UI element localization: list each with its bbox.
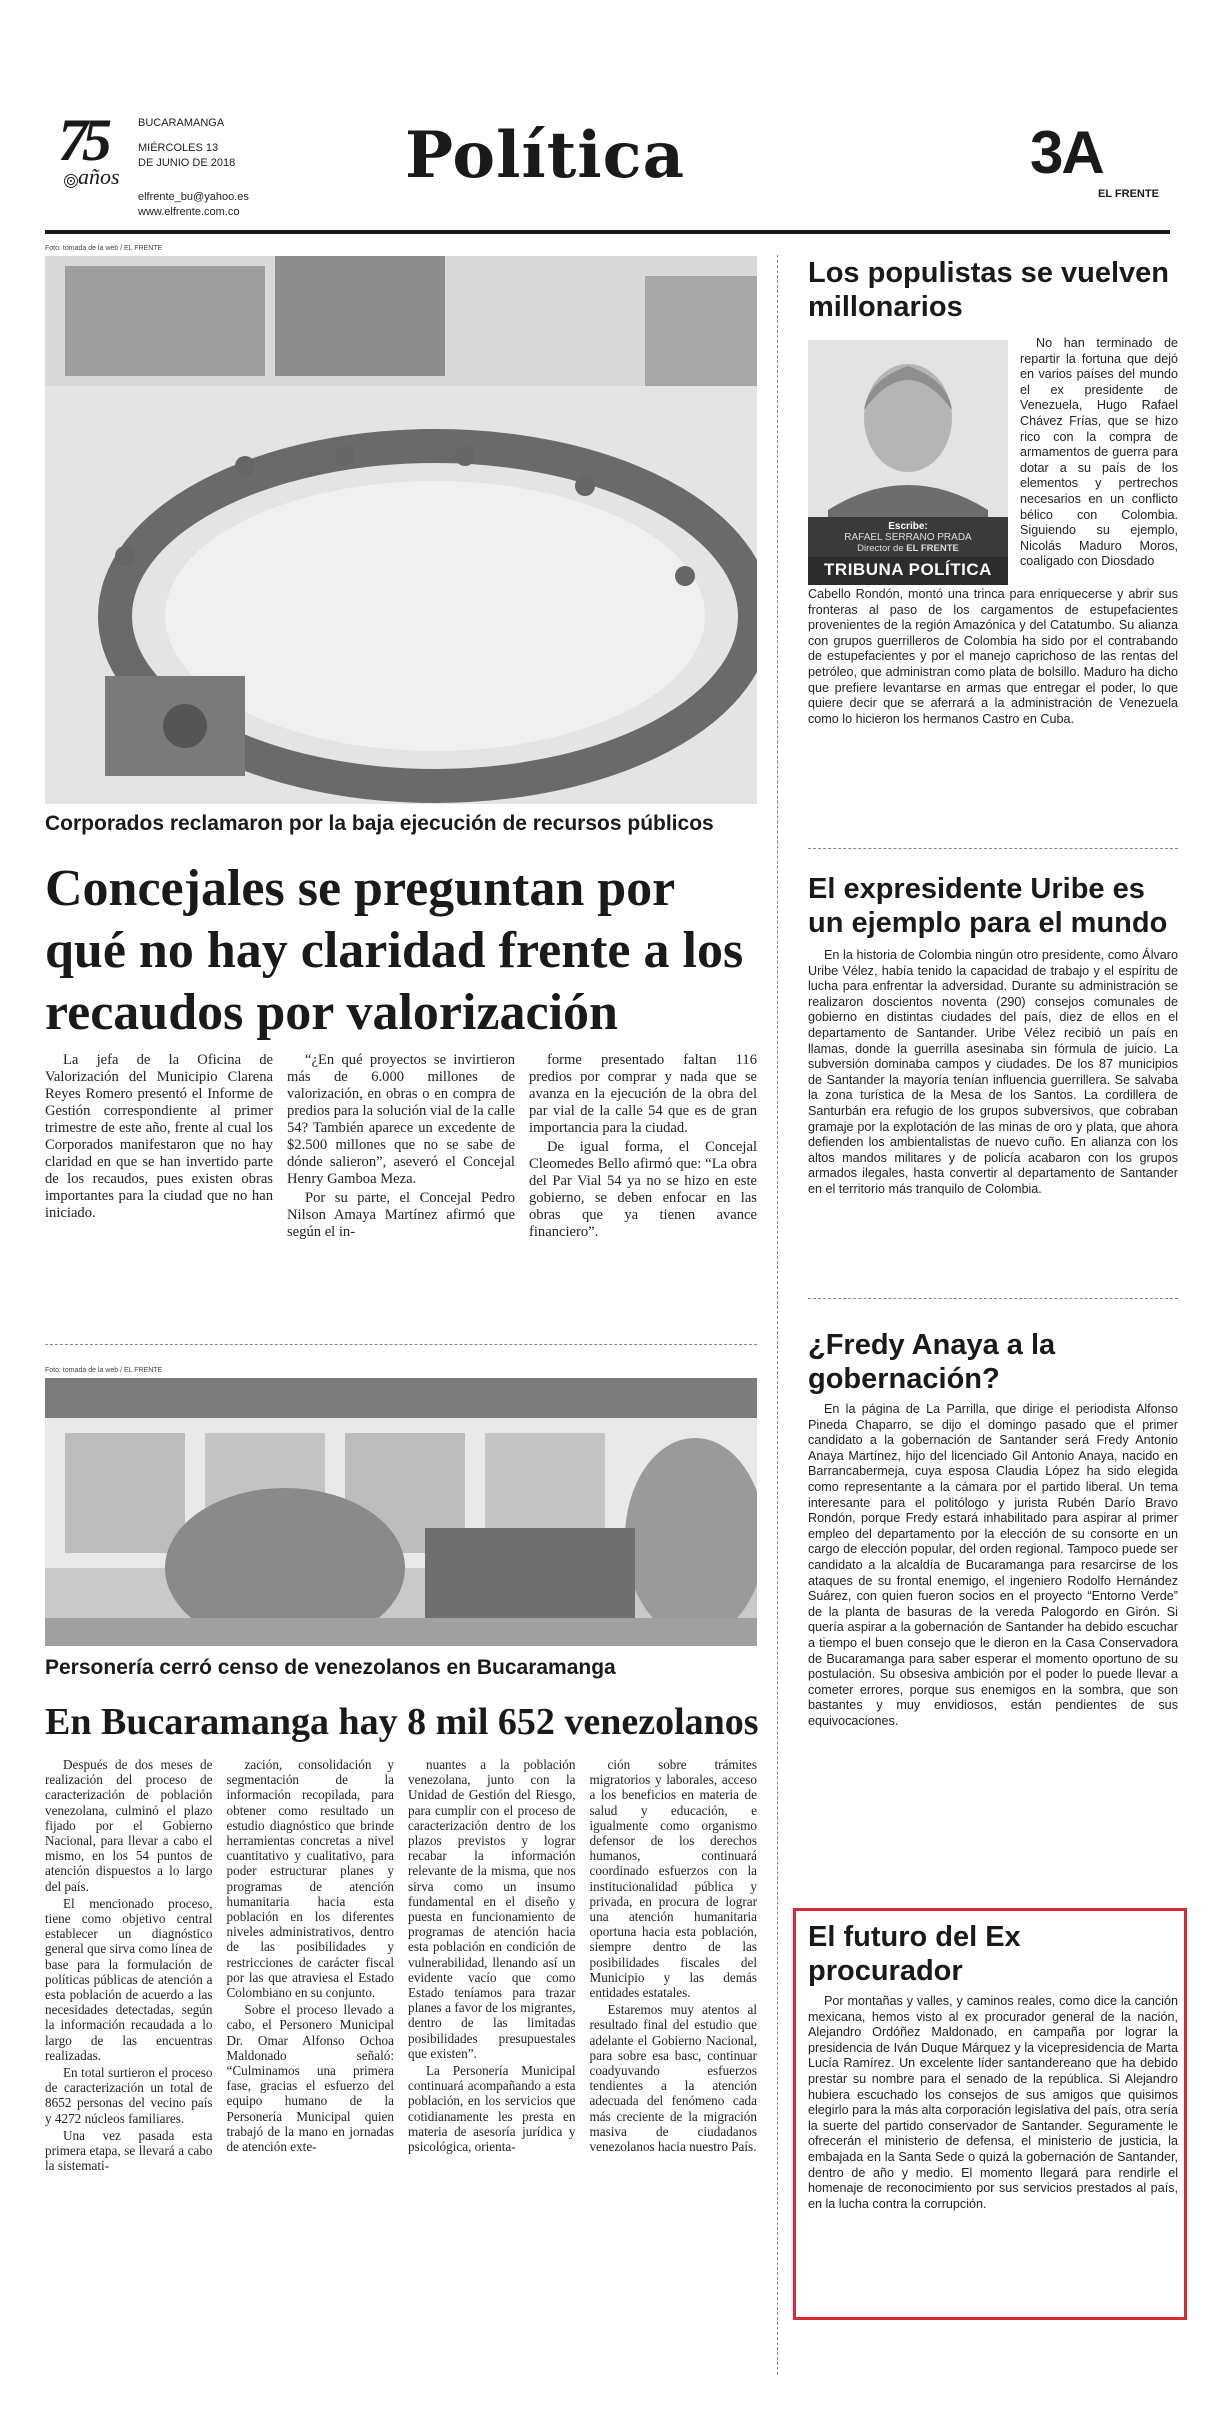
story-divider <box>45 1344 757 1345</box>
edition-info <box>138 116 235 171</box>
story1-headline: Concejales se preguntan por qué no hay claridad frente a los recaudos por valorización <box>45 860 744 1041</box>
paragraph: Cabello Rondón, montó una trinca para enriquecerse y abrir sus fronteras al paso de los cargamentos de estupefacientes provenientes de la región Amazónica y del Catatumbo. Su alianza con grupos guerrilleros de Colombia ha sido por el contrabando de estupefacientes y por el manejo caprichoso de las rentas del petróleo, que administran como plata de bolsillo. Maduro ha dicho que prefiere levantarse en armas que entregar el poder, lo que quiere decir que se aferrará a la administración de Venezuela como lo hicieron los hermanos Castro en Cuba. <box>808 587 1178 726</box>
paragraph: nuantes a la población venezolana, junto con la Unidad de Gestión del Riesgo, para cumplir con el proceso de caracterización dentro de los plazos previstos y lograr recabar la información relevante de la misma, que nos sirva como un insumo fundamental en el diseño y puesta en funcionamiento de programas de atención hacia esta población en condición de vulnerabilidad, llenando así un evidente vacío que como Estado teníamos para trazar planes a favor de los migrantes, dentro de las limitadas posibilidades presupuestales que existen”. <box>408 1757 576 2061</box>
council-session-image <box>45 256 757 804</box>
council-session-photo <box>45 256 757 804</box>
paragraph: zación, consolidación y segmentación de la información recopilada, para obtener como resultado un estudio diagnóstico que brinde herramientas concretas a nivel cuantitativo y cualitativo, para poder estructurar planes y programas de atención humanitaria hacia esta población en los diferentes niveles administrativos, dentro de las posibilidades y restricciones de carácter fiscal por las que atraviesa el Estado Colombiano en su conjunto. <box>226 1757 394 2001</box>
column-rule <box>808 1298 1178 1299</box>
author-byline <box>808 517 1008 585</box>
photo-credit: Foto: tomada de la web / EL FRENTE <box>45 1367 163 1374</box>
paper-name: EL FRENTE <box>1098 188 1159 200</box>
story2-body <box>45 1757 757 2347</box>
column-rule <box>808 848 1178 849</box>
paragraph: En total surtieron el proceso de caracterización un total de 8652 personas del vecino país y 4272 núcleos familiares. <box>45 2065 213 2126</box>
anniversary-logo <box>58 107 138 202</box>
edition-city: BUCARAMANGA <box>138 117 225 129</box>
byline-label: Escribe: <box>888 521 928 532</box>
logo-dots-icon <box>64 174 78 188</box>
story1-kicker: Corporados reclamaron por la baja ejecución de recursos públicos <box>45 812 714 835</box>
story2-column-3 <box>408 1757 576 2347</box>
story1-body <box>45 1052 757 1352</box>
paragraph: En la historia de Colombia ningún otro presidente, como Álvaro Uribe Vélez, había tenido la capacidad de trabajo y el espíritu de lucha para enfrentar la adversidad. Durante su administración se realizaron doscientos noventa (290) consejos comunales de gobierno en distintas ciudades del país, diez de ellos en el departamento de Santander. Uribe Vélez recibió un país en llamas, donde la guerrilla asesinaba sin fórmula de juicio. La subversión dominaba campos y ciudades. De los 87 municipios de Santander la mayoría tenían influencia guerrillera. Se salvaba la zona turística de la Mesa de los Santos. La cordillera de Santurbán era refugio de los grupos subversivos, que cobraban gramaje por la explotación de las minas de oro y plata, que ahora defienden los ambientalistas de nuevo cuño. En alianza con los altos mandos militares y de policía acabaron con los grupos armados ilegales, hasta convertir al departamento de Santander en el territorio más tranquilo de Colombia. <box>808 948 1178 1196</box>
edition-date: DE JUNIO DE 2018 <box>138 157 236 169</box>
paragraph: La jefa de la Oficina de Valorización del Municipio Clarena Reyes Romero presentó el Informe de Gestión correspondiente al primer trimestre de este año, frente al cual los Corporados manifestaron que no hay claridad en que se han invertido parte de los recaudos, pues existen obras importantes para la ciudad que no han iniciado. <box>45 1052 273 1221</box>
story2-column-1 <box>45 1757 213 2347</box>
page-number: 3A <box>1030 119 1103 186</box>
story2-kicker: Personería cerró censo de venezolanos en Bucaramanga <box>45 1656 616 1679</box>
column4-headline: El futuro del Ex procurador <box>808 1921 1021 1987</box>
paragraph: ción sobre trámites migratorios y laborales, acceso a los beneficios en materia de salud y educación, e igualmente como organismo defensor de los derechos humanos, continuará coordinado esfuerzos con la institucionalidad pública y privada, en procura de lograr una atención humanitaria oportuna hacia esta población, siempre dentro de las posibilidades fiscales del Municipio y las demás entidades estatales. <box>589 1757 757 2001</box>
contact-info <box>138 190 249 220</box>
paragraph: La Personería Municipal continuará acompañando a esta población, en los servicios que cotidianamente les presta en materia de asesoría jurídica y psicológica, orienta- <box>408 2063 576 2155</box>
story2-headline: En Bucaramanga hay 8 mil 652 venezolanos <box>45 1701 759 1743</box>
column3-headline: ¿Fredy Anaya a la gobernación? <box>808 1329 1056 1395</box>
paragraph: Por su parte, el Concejal Pedro Nilson Amaya Martínez afirmó que según el in- <box>287 1190 515 1240</box>
story1-column-3 <box>529 1052 757 1352</box>
paragraph: No han terminado de repartir la fortuna que dejó en varios países del mundo el ex presidente de Venezuela, Hugo Rafael Chávez Frías, que se hizo rico con la compra de armamentos de guerra para dotar a su país de los elementos y pertrechos necesarios en un conflicto bélico con Colombia. Siguiendo su ejemplo, Nicolás Maduro Moros, coaligado con Diosdado <box>1020 336 1178 569</box>
paragraph: “¿En qué proyectos se invirtieron más de 6.000 millones de valorización, en obras o en compra de predios para la solución vial de la calle 54? También aparece un excedente de $2.500 millones que no se sabe de dónde salieron”, aseveró el Concejal Henry Gamboa Meza. <box>287 1052 515 1187</box>
census-queue-photo <box>45 1378 757 1646</box>
paragraph: Por montañas y valles, y caminos reales, como dice la canción mexicana, hemos visto al ex procurador general de la nación, Alejandro Ordóñez Maldonado, en campaña por lograr la presidencia de Iván Duque Márquez y la vicepresidencia de Marta Lucía Ramírez. Un excelente líder santandereano que ha debido prestar su nombre para el senado de la república. Si Alejandro hubiera escuchado los consejos de sus amigos que quisimos elegirlo para la más alta corporación legislativa del país, otra sería la suerte del partido conservador de Santander. Seguramente le ofrecerán el ministerio de defensa, el ministerio de justicia, la embajada en la Santa Sede o quizá la gobernación de Santander, dentro de año y medio. El momento llegará para rendirle el homenaje de reconocimiento por sus servicios prestados al país, en la lucha contra la corrupción. <box>808 1994 1178 2211</box>
story1-column-1 <box>45 1052 273 1352</box>
column1-headline: Los populistas se vuelven millonarios <box>808 257 1169 323</box>
author-role: Director de EL FRENTE <box>857 543 959 554</box>
paragraph: Una vez pasada esta primera etapa, se llevará a cabo la sistemati- <box>45 2127 213 2174</box>
logo-number: 75 <box>58 107 106 173</box>
author-portrait <box>808 340 1008 585</box>
masthead <box>0 0 1218 240</box>
paragraph: De igual forma, el Concejal Cleomedes Bello afirmó que: “La obra del Par Vial 54 ya no se hizo en este gobierno, se deben enfocar en las obras que ya tienen avance financiero”. <box>529 1139 757 1240</box>
paragraph: El mencionado proceso, tiene como objetivo central establecer un diagnóstico general que sirva como línea de base para la formulación de políticas públicas de atención a esta población de acuerdo a las necesidades detectadas, según la información recaudada a lo largo de las encuentras realizadas. <box>45 1895 213 2063</box>
paragraph: forme presentado faltan 116 predios por comprar y nada que se avanza en la ejecución de la obra del par vial de la calle 54 que es de gran importancia para la ciudad. <box>529 1052 757 1136</box>
paragraph: En la página de La Parrilla, que dirige el periodista Alfonso Pineda Chaparro, se dijo el domingo pasado que el primer candidato a la gobernación de Santander será Fredy Antonio Anaya Martínez, hijo del licenciado Gil Antonio Anaya, nacido en Barrancabermeja, cuya esposa Claudia López ha sido elegida como representante a la cámara por el partido liberal. Un tema interesante para el politólogo y jurista Rubén Darío Bravo Rondón, porque Fredy estará inhabilitado para aspirar al primer empleo del departamento por la elección de su consorte en un cargo de elección popular, del orden regional. Tampoco puede ser candidato a la alcaldía de Bucaramanga para resarcirse de los ataques de su frontal enemigo, el ingeniero Rodolfo Hernández Suárez, con quien fueron socios en el proyecto “Entorno Verde” de la planta de basuras de la vereda Palogordo en Girón. Si quería aspirar a la gobernación de Santander ha debido escuchar a tiempo el buen consejo que le dieron en la Casa Conservadora de Bucaramanga para saber esperar el momento oportuno de su postulación. Su obsesiva ambición por el poder lo puede llevar a cometer errores, porque sus enemigos en la sombra, que son bastantes y muy envidiosos, están pendientes de sus equivocaciones. <box>808 1402 1178 1728</box>
contact-email[interactable]: elfrente_bu@yahoo.es <box>138 191 249 203</box>
logo-word: años <box>78 164 120 189</box>
column2-headline: El expresidente Uribe es un ejemplo para el mundo <box>808 873 1168 939</box>
column-divider <box>777 255 778 2375</box>
photo-credit: Foto: tomada de la web / EL FRENTE <box>45 245 163 252</box>
paragraph: Estaremos muy atentos al resultado final del estudio que adelante el Gobierno Nacional, para sobre esa basc, continuar coadyuvando esfuerzos tendientes a la atención adecuada del fenómeno cada más creciente de la migración masiva de ciudadanos venezolanos hacia nuestro País. <box>589 2002 757 2155</box>
column1-body <box>808 587 1178 727</box>
census-queue-image <box>45 1378 757 1646</box>
story2-column-4 <box>590 1757 758 2347</box>
edition-weekday: MIÉRCOLES 13 <box>138 142 219 154</box>
column4-body <box>808 1994 1178 2212</box>
section-title: Política <box>405 118 686 193</box>
contact-website[interactable]: www.elfrente.com.co <box>138 206 240 218</box>
story1-column-2 <box>287 1052 515 1352</box>
column2-body <box>808 948 1178 1198</box>
author-name: RAFAEL SERRANO PRADA <box>844 532 972 543</box>
column1-body-flow <box>1020 336 1178 570</box>
paragraph: Después de dos meses de realización del proceso de caracterización de población venezolana, culminó el plazo fijado por el Gobierno Nacional, para llevar a cabo el mismo, en los 54 puntos de atención dispuestos a lo largo del país. <box>45 1757 213 1894</box>
column-name: TRIBUNA POLÍTICA <box>808 557 1008 585</box>
story2-column-2 <box>227 1757 395 2347</box>
column3-body <box>808 1402 1178 1729</box>
paragraph: Sobre el proceso llevado a cabo, el Personero Municipal Dr. Omar Alfonso Ochoa Maldonado señaló: “Culminamos una primera fase, gracias el esfuerzo del equipo humano de la Personería Municipal quien trabajó de la mano en jornadas de atención exte- <box>226 2002 394 2155</box>
masthead-rule <box>45 230 1170 234</box>
